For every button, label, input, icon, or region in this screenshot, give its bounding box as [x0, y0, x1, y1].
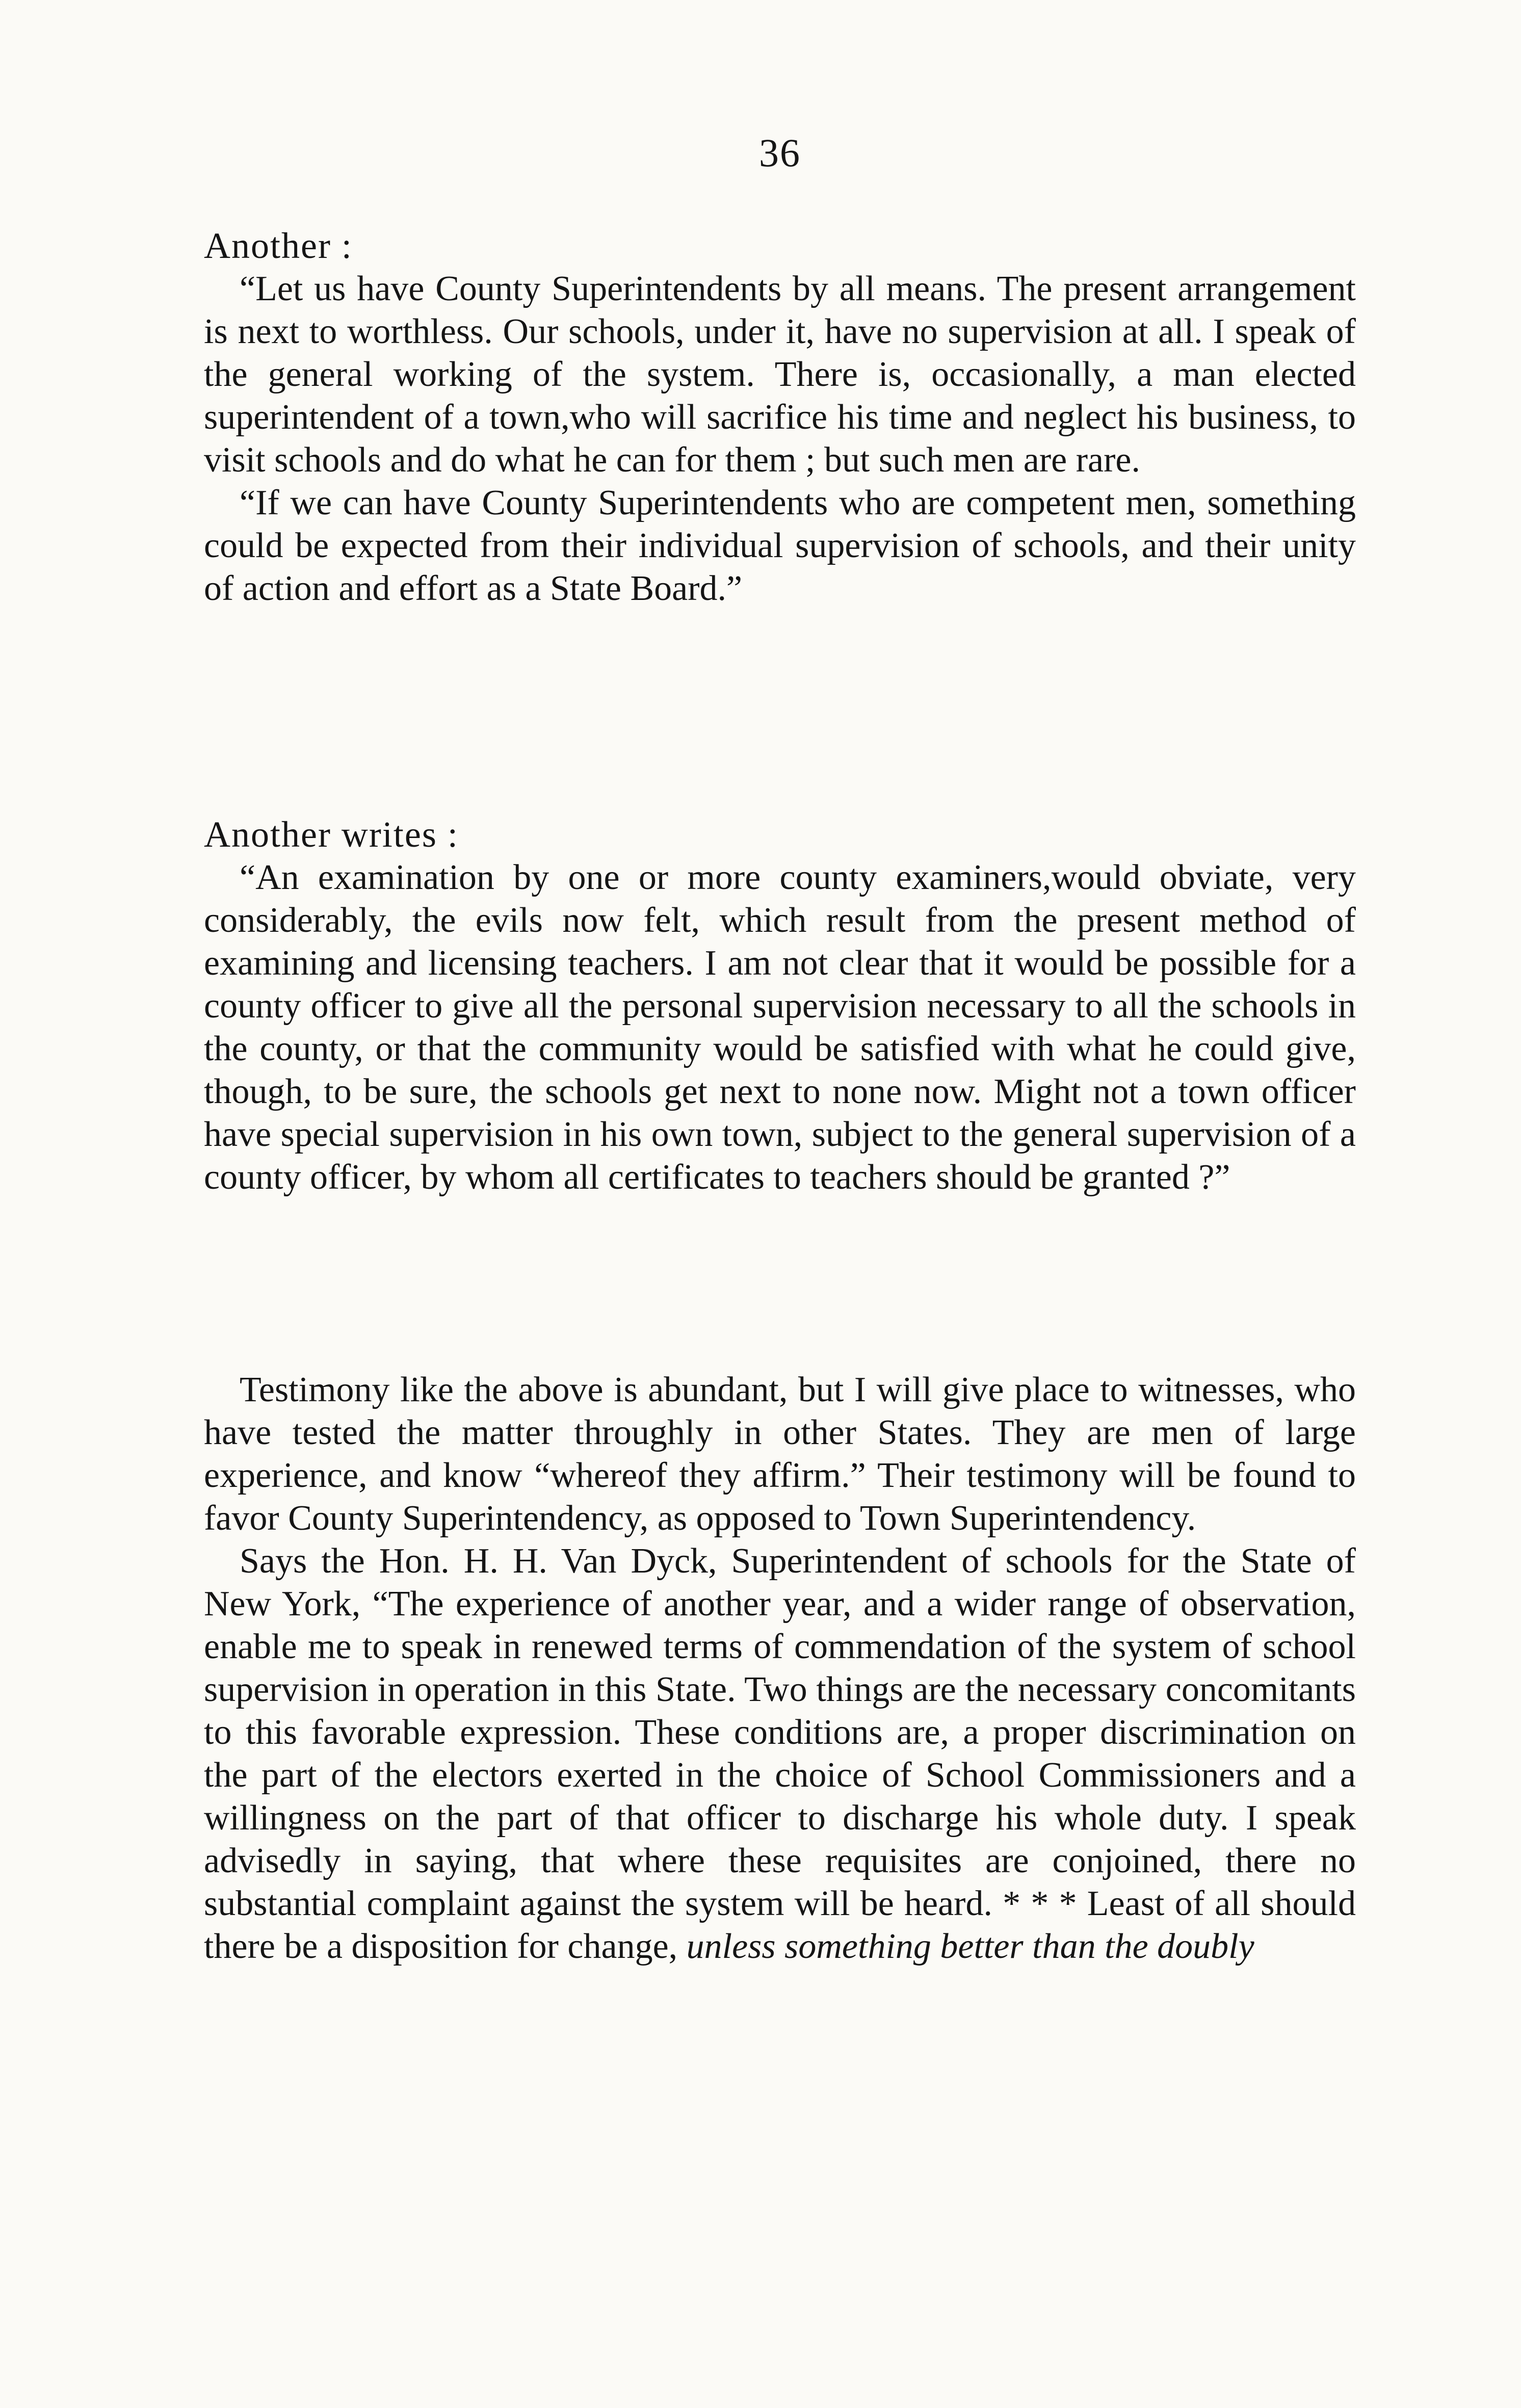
quote-paragraph: “If we can have County Superintendents who are competent men, something could be expected from their individual supervision of schools, and their unity of action and effort as a State Board.” [204, 483, 1356, 608]
body-paragraph [204, 1540, 1356, 1968]
quote-paragraph: “An examination by one or more county examiners,would obviate, very considerably, the evils now felt, which result from the present method of examining and licensing teachers. I am not clear that it would be possible for a county officer to give all the personal supervision necessary to all the schools in the county, or that the community would be satisfied with what he could give, though, to be sure, the schools get next to none now. Might not a town officer have special supervision in his own town, subject to the general supervision of a county officer, by whom all certificates to teachers should be granted ?” [204, 858, 1356, 1197]
italic-text: unless something better than the doubly [686, 1927, 1254, 1966]
paragraph-text: Says the Hon. H. H. Van Dyck, Superintendent of schools for the State of New York, “The experience of another year, and a wider range of observation, enable me to speak in renewed terms of commendation of the system of school supervision in operation in this State. Two things are the necessary concomitants to this favorable expression. These conditions are, a proper discrimination on the part of the electors exerted in the choice of School Commissioners and a willingness on the part of that officer to discharge his whole duty. I speak advisedly in saying, that where these requisites are conjoined, there no substantial complaint against the system will be heard. * * * Least of all should there be a disposition for change, [204, 1541, 1356, 1966]
body-text [204, 1369, 1356, 1968]
quote-paragraph: “Let us have County Superintendents by all means. The present arrangement is next to worthless. Our schools, under it, have no supervision at all. I speak of the general working of the system. There is, occasionally, a man elected superintendent of a town,who will sacrifice his time and neglect his business, to visit schools and do what he can for them ; but such men are rare. [204, 269, 1356, 480]
section-heading-another: Another : [204, 225, 353, 266]
body-paragraph: Testimony like the above is abundant, but I will give place to witnesses, who have tested the matter throughly in other States. They are men of large experience, and know “whereof they affirm.” Their testimony will be found to favor County Superintendency, as opposed to Town Superintendency. [204, 1370, 1356, 1538]
quote-block-1 [204, 268, 1356, 610]
section-heading-another-writes: Another writes : [204, 814, 459, 855]
book-page [204, 0, 1356, 2408]
quote-block-2 [204, 856, 1356, 1199]
page-number: 36 [759, 130, 801, 175]
